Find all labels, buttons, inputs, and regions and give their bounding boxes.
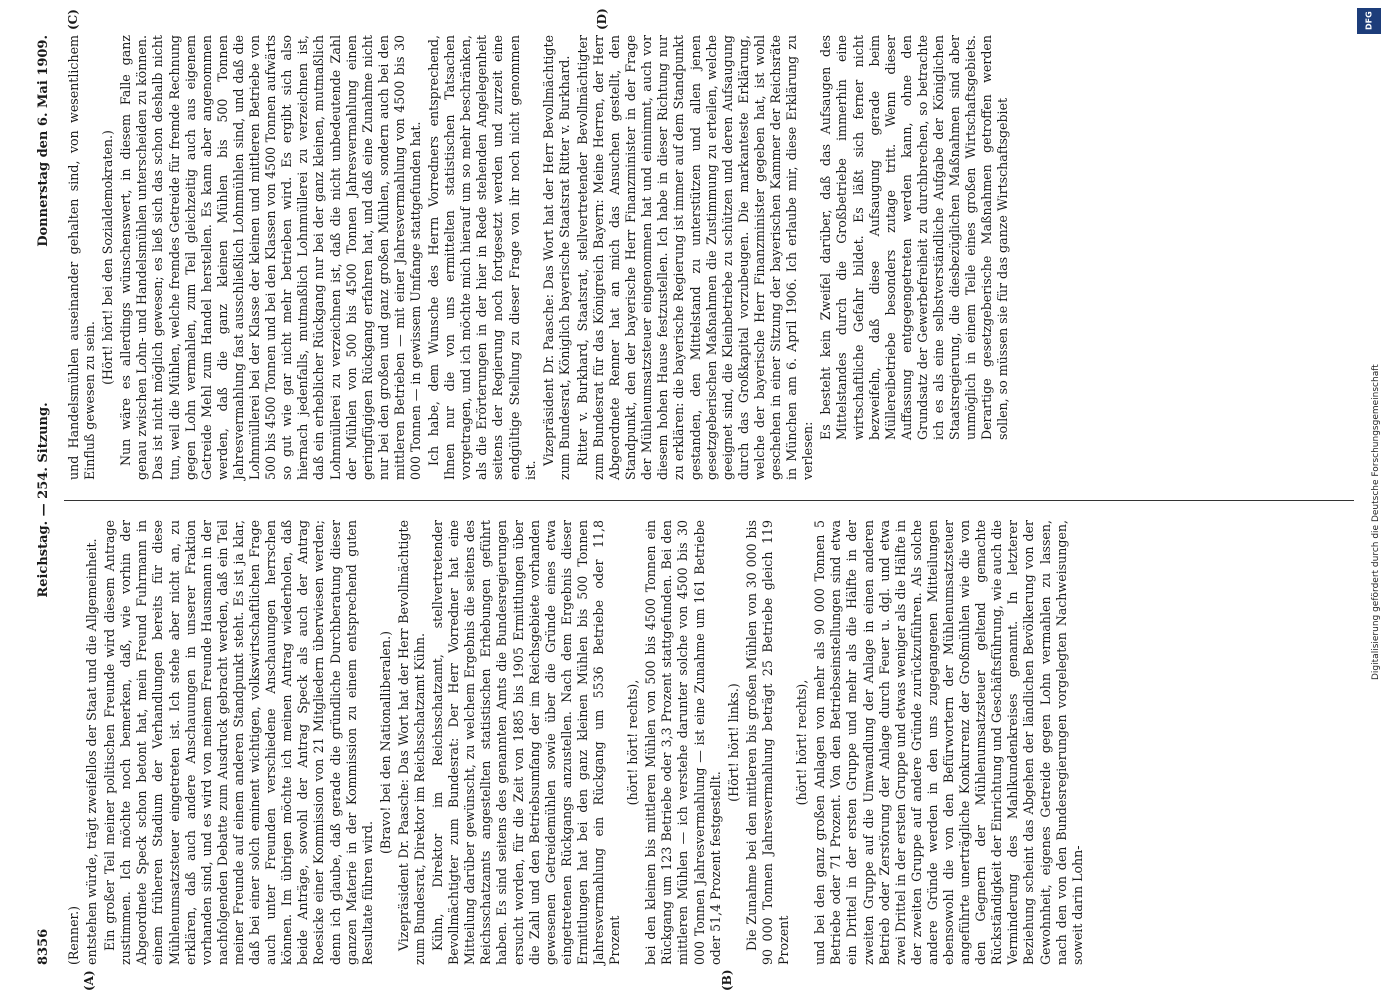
interjection: (Hört! hört! links.) xyxy=(725,683,741,802)
column-divider xyxy=(64,500,1354,501)
left-column xyxy=(66,520,1088,965)
paragraph: bei den kleinen bis mittleren Mühlen von 500 bis 4500 Tonnen ein Rückgang um 123 Betriebe oder 3,3 Prozent stattgefunden. Bei den mittleren Mühlen — ich verstehe darunter solche von 4500 bis 30 000 Tonnen Jahresvermahlung — ist eine Zunahme um 161 Betriebe oder 51,4 Prozent festgestellt. xyxy=(643,520,723,965)
interjection: (Hört! hört! bei den Sozialdemokraten.) xyxy=(100,130,116,385)
paragraph: und Handelsmühlen auseinander gehalten sind, von wesentlichem Einfluß gewesen zu sein. xyxy=(66,35,98,480)
paragraph: Ich habe, dem Wunsche des Herrn Vorredners entsprechend, Ihnen nur die von uns ermittelten statistischen Tatsachen vorgetragen, und ich möchte mich hierauf um so mehr beschränken, als die Erörterungen in der hier in Rede stehenden Angelegenheit seitens der Regierung noch fortgesetzt werden und zurzeit eine endgültige Stellung zu dieser Frage von ihr noch nicht genommen ist. xyxy=(426,35,538,480)
margin-marker-d: (D) xyxy=(595,8,609,30)
page-header xyxy=(30,35,60,965)
interjection: (hört! hört! rechts), xyxy=(625,679,641,806)
margin-marker-a: (A) xyxy=(82,970,96,991)
paragraph: entstehen würde, trägt zweifellos der Staat und die Allgemeinheit. xyxy=(84,538,100,965)
session-title: Reichstag. — 254. Sitzung. xyxy=(36,402,51,598)
paragraph: Ein großer Teil meiner politischen Freunde wird diesem Antrage zustimmen. Ich möchte noch bemerken, daß, wie vorhin der Abgeordnete Speck schon betont hat, mein Freund Fuhrmann in einem früheren Stadium der Verhandlungen bereits für diese Mühlenumsatzsteuer eingetreten ist. Ich stehe aber nicht an, zu erklären, daß auch andere Anschauungen in unserer Fraktion vorhanden sind, und es wird von meinem Freunde Hausmann in der nachfolgenden Debatte zum Ausdruck gebracht werden, daß ein Teil meiner Freunde auf einem anderen Standpunkt steht. Es ist ja klar, daß bei einer solch eminent wichtigen, volkswirtschaftlichen Frage auch unter Freunden verschiedene Anschauungen herrschen können. Im übrigen möchte ich meinen Antrag wiederholen, daß beide Anträge, sowohl der Antrag Speck als auch der Antrag Roesicke einer Kommission von 21 Mitgliedern überwiesen werden; denn ich glaube, daß gerade die gründliche Durchberatung dieser ganzen Materie in der Kommission zu einem entsprechend guten Resultate führen wird. xyxy=(102,520,375,965)
paragraph: und bei den ganz großen Anlagen von mehr als 90 000 Tonnen 5 Betriebe oder 71 Prozent. Von den Betriebseinstellungen sind etwa ein Drittel in der ersten Gruppe und mehr als die Hälfte in der zweiten Gruppe auf die Umwandlung der Anlage in einen anderen Betrieb oder Zerstörung der Anlage durch Feuer u. dgl. und etwa zwei Drittel in der ersten Gruppe und etwas weniger als die Hälfte in der zweiten Gruppe auf andere Gründe zurückzuführen. Als solche andere Gründe werden in den uns zugegangenen Mitteilungen ebensowohl die von den Befürwortern der Mühlenumsatzsteuer angeführte unerträgliche Konkurrenz der Großmühlen wie die von den Gegnern der Mühlenumsatzsteuer geltend gemachte Rückständigkeit der Einrichtung und Geschäftsführung, wie auch die Verminderung des Mahlkundenkreises genannt. In letzterer Beziehung scheint das Abgehen der ländlichen Bevölkerung von der Gewohnheit, eigenes Getreide gegen Lohn vermahlen zu lassen, nach den von den Bundesregierungen vorgelegten Nachweisungen, soweit darin Lohn- xyxy=(812,520,1085,965)
digitization-credit: Digitalisierung gefördert durch die Deutsche Forschungsgemeinschaft xyxy=(1371,364,1381,680)
paragraph: (Renner.) xyxy=(66,905,81,965)
quoted-statement: Es besteht kein Zweifel darüber, daß das Aufsaugen des Mittelstandes durch die Großbetriebe immerhin eine wirtschaftliche Gefahr bildet. Es läßt sich ferner nicht bezweifeln, daß diese Aufsaugung gerade beim Müllereibetriebe besonders zutage tritt. Wenn dieser Auffassung entgegengetreten werden kann, ohne den Grundsatz der Gewerbefreiheit zu durchbrechen, so betrachte ich es als eine selbstverständliche Aufgabe der Königlichen Staatsregierung, die diesbezüglichen Maßnahmen sind aber unmöglich in einem Teile eines großen Wirtschaftsgebiets. Derartige gesetzgeberische Maßnahmen getroffen werden sollen, so müssen sie für das ganze Wirtschaftsgebiet xyxy=(818,35,1011,440)
paragraph: Kühn, Direktor im Reichsschatzamt, stellvertretender Bevollmächtigter zum Bundesrat: Der Herr Vorredner hat eine Mitteilung darüber gewünscht, zu welchem Ergebnis die seitens des Reichsschatzamts angestellten statistischen Erhebungen geführt haben. Es sind seitens des genannten Amts die Bundesregierungen ersucht worden, für die Zeit von 1885 bis 1905 Ermittlungen über die Zahl und den Betriebsumfang der im Reichsgebiete vorhanden gewesenen Getreidemühlen sowie über die Gründe eines etwa eingetretenen Rückgangs anzustellen. Nach dem Ergebnis dieser Ermittlungen hat bei den ganz kleinen Mühlen bis 500 Tonnen Jahresvermahlung ein Rückgang um 5536 Betriebe oder 11,8 Prozent xyxy=(430,520,623,965)
right-column xyxy=(66,35,1013,480)
paragraph: Nun wäre es allerdings wünschenswert, in diesem Falle ganz genau zwischen Lohn- und Handelsmühlen unterscheiden zu können. Das ist nicht möglich gewesen; es ließ sich das schon deshalb nicht tun, weil die Mühlen, welche fremdes Getreide für fremde Rechnung gegen Lohn vermahlen, zum Teil gleichzeitig auch aus eigenem Getreide Mehl zum Handel herstellen. Es kann aber angenommen werden, daß die ganz kleinen Mühlen bis 500 Tonnen Jahresvermahlung fast ausschließlich Lohnmühlen sind, und daß die Lohnmüllerei bei der Klasse der kleinen und mittleren Betriebe von 500 bis 4500 Tonnen und bei den Klassen von 4500 Tonnen aufwärts so gut wie gar nicht mehr betrieben wird. Es ergibt sich also hiernach jedenfalls, mutmaßlich Lohnmüllerei zu verzeichnen ist, daß ein erheblicher Rückgang nur bei der ganz kleinen, mutmaßlich Lohnmüllerei zu verzeichnen ist, daß die nicht unbedeutende Zahl der Mühlen von 500 bis 4500 Tonnen Jahresvermahlung einen geringfügigen Rückgang erfahren hat, und daß eine Zunahme nicht nur bei den großen und ganz großen Mühlen, sondern auch bei den mittleren Betrieben — mit einer Jahresvermahlung von 4500 bis 30 000 Tonnen — in gewissem Umfange stattgefunden hat. xyxy=(118,35,423,480)
paragraph: Die Zunahme bei den mittleren bis großen Mühlen von 30 000 bis 90 000 Tonnen Jahresvermahlung beträgt 25 Betriebe gleich 119 Prozent xyxy=(743,520,792,965)
paragraph: Vizepräsident Dr. Paasche: Das Wort hat der Herr Bevollmächtigte zum Bundesrat, Direktor im Reichsschatzamt Kühn. xyxy=(395,520,427,965)
margin-marker-b: (B) xyxy=(720,969,734,991)
dfg-logo: DFG xyxy=(1357,8,1381,34)
interjection: (Bravo! bei den Nationalliberalen.) xyxy=(377,630,393,855)
margin-marker-c: (C) xyxy=(66,9,80,30)
paragraph: Ritter v. Burkhard, Staatsrat, stellvertretender Bevollmächtigter zum Bundesrat für das Königreich Bayern: Meine Herren, der Herr Abgeordnete Renner hat an mich das Ansuchen gestellt, den Standpunkt, den der bayerische Herr Finanzminister in der Frage der Mühlenumsatzsteuer eingenommen hat und einnimmt, auch vor diesem hohen Hause festzustellen. Ich habe in dieser Richtung nur zu erklären: die bayerische Regierung ist immer auf dem Standpunkt gestanden, den Mittelstand zu unterstützen und allen jenen gesetzgeberischen Maßnahmen die Zustimmung zu erteilen, welche geeignet sind, die Kleinbetriebe zu schützen und deren Aufsaugung durch das Großkapital vorzubeugen. Die markanteste Erklärung, welche der bayerische Herr Finanzminister gegeben hat, ist wohl geschehen in einer Sitzung der bayerischen Kammer der Reichsräte in München am 6. April 1906. Ich erlaube mir, diese Erklärung zu verlesen: xyxy=(574,35,816,480)
paragraph: Vizepräsident Dr. Paasche: Das Wort hat der Herr Bevollmächtigte zum Bundesrat, Königlich bayerische Staatsrat Ritter v. Burkhard. xyxy=(540,35,572,480)
session-date: Donnerstag den 6. Mai 1909. xyxy=(36,35,51,247)
interjection: (hört! hört! rechts), xyxy=(794,679,810,806)
rotated-page xyxy=(30,8,1360,991)
page-number: 8356 xyxy=(36,928,51,965)
